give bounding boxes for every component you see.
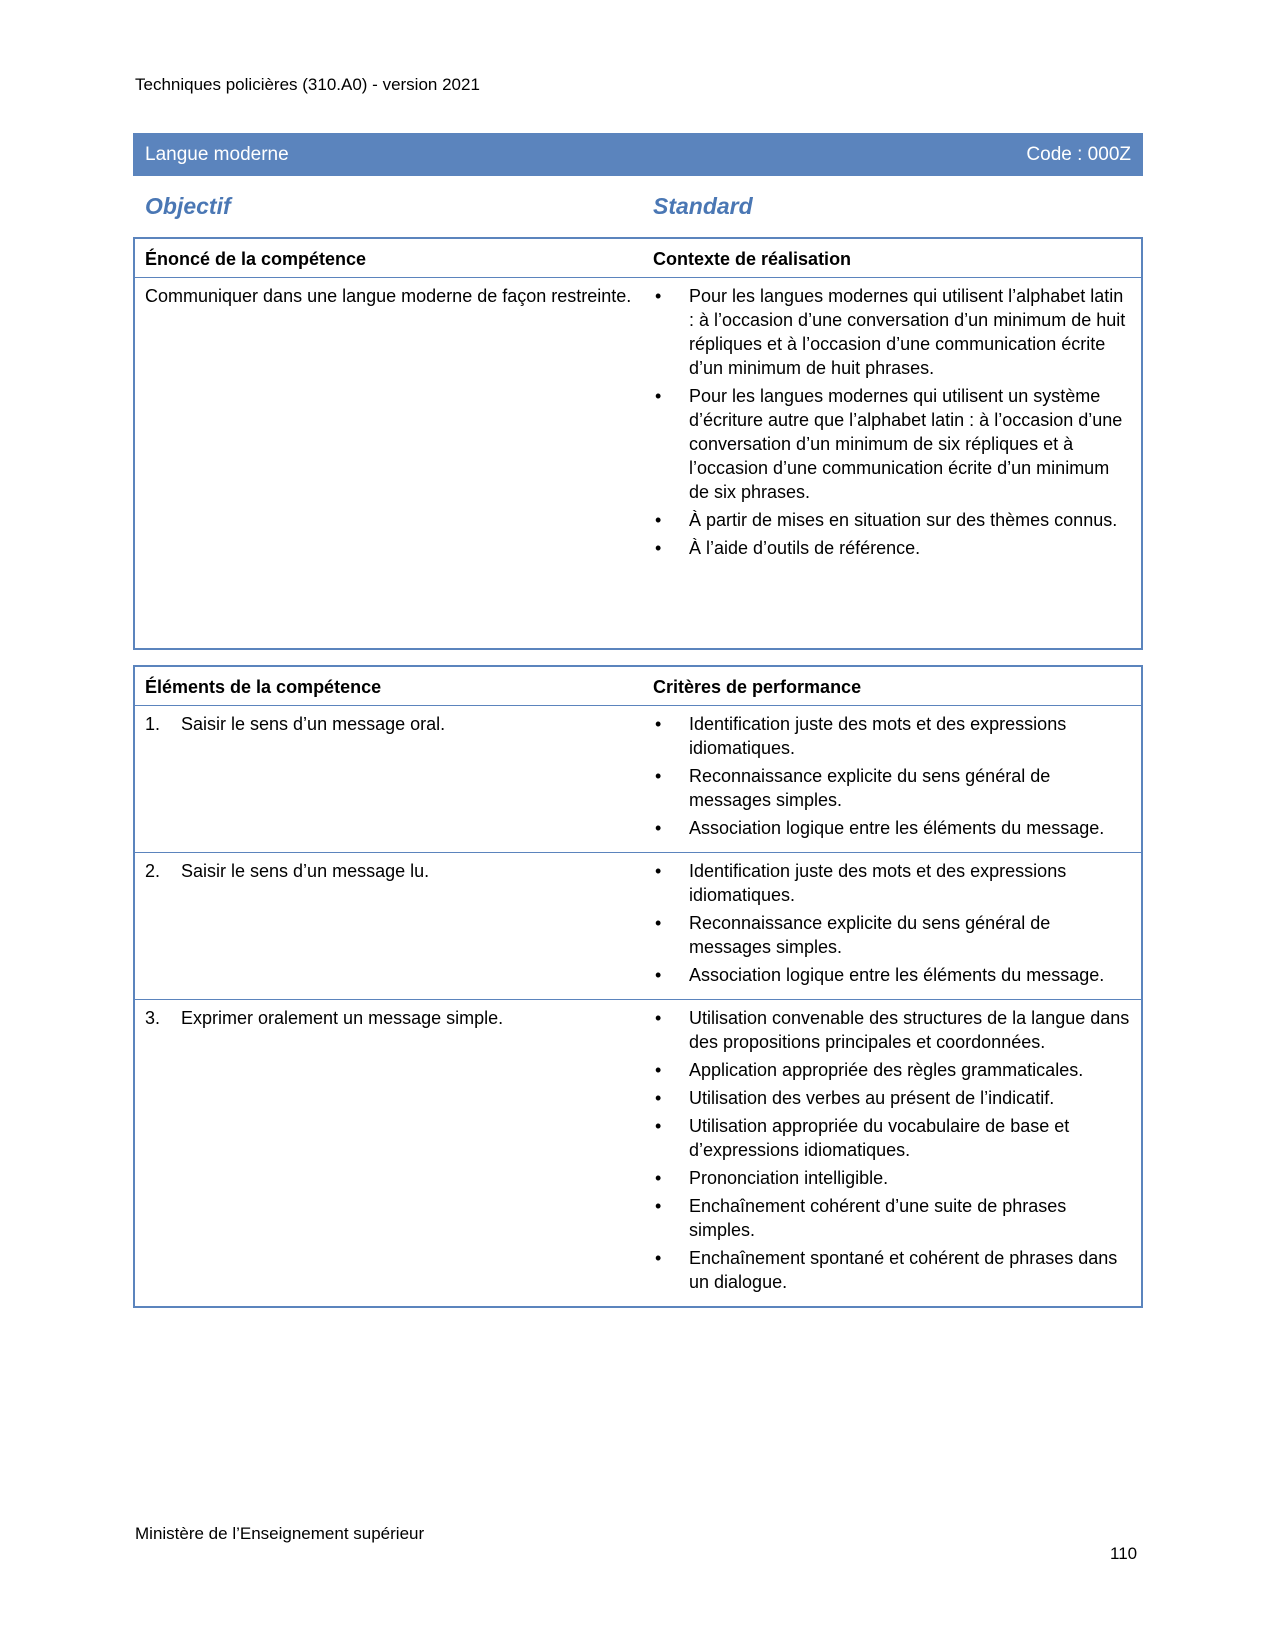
- list-item: • Pour les langues modernes qui utilisent un système d’écriture autre que l’alphabet latin : à l’occasion d’une conversation d’un minimum de six répliques et à l’occasion d’une communication écrite d’un minimum de six phrases.: [653, 384, 1131, 504]
- element-text: Exprimer oralement un message simple.: [181, 1008, 504, 1028]
- course-title-bar: [133, 133, 1143, 176]
- element-number: 1.: [145, 714, 161, 734]
- table-row: [134, 1000, 1142, 1308]
- context-list: [653, 284, 1131, 560]
- statement-header: Énoncé de la compétence: [134, 238, 643, 278]
- list-item: • Utilisation convenable des structures de la langue dans des propositions principales et coordonnées.: [653, 1006, 1131, 1054]
- list-item: • À partir de mises en situation sur des thèmes connus.: [653, 508, 1131, 532]
- section-headings: [133, 193, 1143, 225]
- page-number: 110: [1110, 1544, 1138, 1563]
- element-cell: [134, 1000, 643, 1308]
- element-number: 2.: [145, 861, 161, 881]
- elements-header: Éléments de la compétence: [134, 666, 643, 706]
- criteria-cell: [643, 1000, 1142, 1308]
- list-item: • À l’aide d’outils de référence.: [653, 536, 1131, 560]
- element-cell: [134, 706, 643, 853]
- context-cell: [643, 278, 1142, 650]
- element-text: Saisir le sens d’un message oral.: [181, 714, 446, 734]
- list-item: • Enchaînement spontané et cohérent de phrases dans un dialogue.: [653, 1246, 1131, 1294]
- course-code: Code : 000Z: [1026, 143, 1131, 165]
- list-item: • Application appropriée des règles grammaticales.: [653, 1058, 1131, 1082]
- table-row: [134, 853, 1142, 1000]
- criteria-header: Critères de performance: [643, 666, 1142, 706]
- table-row: [134, 706, 1142, 853]
- footer-ministry: Ministère de l’Enseignement supérieur: [135, 1524, 425, 1543]
- list-item: • Identification juste des mots et des expressions idiomatiques.: [653, 859, 1131, 907]
- standard-heading: Standard: [653, 193, 753, 219]
- course-name: Langue moderne: [145, 143, 289, 165]
- list-item: • Identification juste des mots et des expressions idiomatiques.: [653, 712, 1131, 760]
- list-item: • Utilisation appropriée du vocabulaire de base et d’expressions idiomatiques.: [653, 1114, 1131, 1162]
- criteria-list: [653, 712, 1131, 840]
- criteria-list: [653, 859, 1131, 987]
- element-number: 3.: [145, 1008, 161, 1028]
- list-item: • Enchaînement cohérent d’une suite de phrases simples.: [653, 1194, 1131, 1242]
- list-item: • Association logique entre les éléments du message.: [653, 816, 1131, 840]
- list-item: • Reconnaissance explicite du sens général de messages simples.: [653, 764, 1131, 812]
- criteria-cell: [643, 853, 1142, 1000]
- competence-statement: Communiquer dans une langue moderne de façon restreinte.: [145, 286, 632, 306]
- element-cell: [134, 853, 643, 1000]
- list-item: • Reconnaissance explicite du sens général de messages simples.: [653, 911, 1131, 959]
- list-item: • Association logique entre les éléments du message.: [653, 963, 1131, 987]
- list-item: • Utilisation des verbes au présent de l’indicatif.: [653, 1086, 1131, 1110]
- element-text: Saisir le sens d’un message lu.: [181, 861, 430, 881]
- objective-heading: Objectif: [145, 193, 231, 219]
- page-header: Techniques policières (310.A0) - version 2021: [135, 75, 480, 94]
- list-item: • Prononciation intelligible.: [653, 1166, 1131, 1190]
- elements-table: [133, 665, 1143, 1308]
- criteria-list: [653, 1006, 1131, 1294]
- list-item: • Pour les langues modernes qui utilisent l’alphabet latin : à l’occasion d’une conversation d’un minimum de huit répliques et à l’occasion d’une communication écrite d’un minimum de huit phrases.: [653, 284, 1131, 380]
- context-header: Contexte de réalisation: [643, 238, 1142, 278]
- competence-table: [133, 237, 1143, 650]
- criteria-cell: [643, 706, 1142, 853]
